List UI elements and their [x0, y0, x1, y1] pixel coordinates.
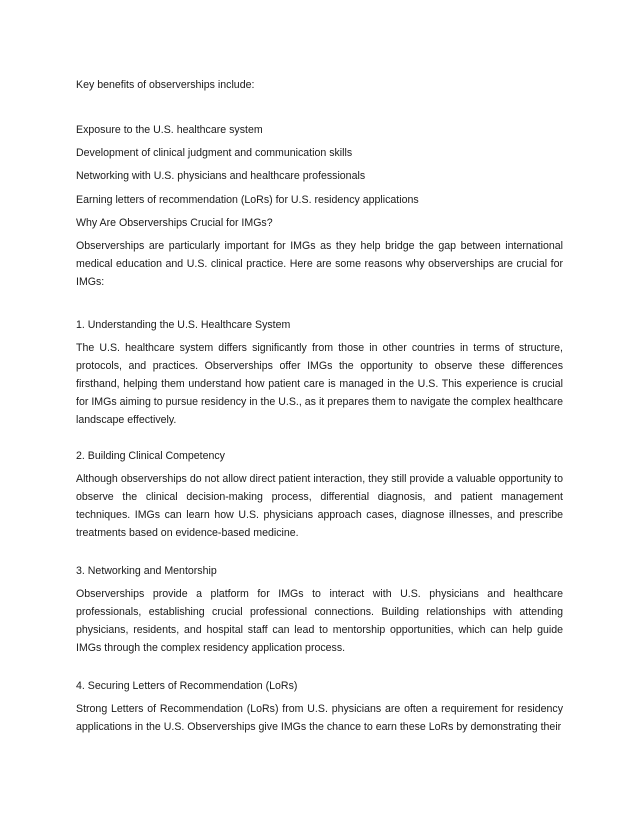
section-heading: 2. Building Clinical Competency [76, 450, 225, 462]
section-heading: 3. Networking and Mentorship [76, 565, 217, 577]
benefit-item: Exposure to the U.S. healthcare system [76, 124, 263, 136]
section-heading: 1. Understanding the U.S. Healthcare System [76, 319, 291, 331]
paragraph: Observerships provide a platform for IMGs to interact with U.S. physicians and healthcare professionals, establishing crucial professional connections. Building relationships with attending physicians, residents, and hospital staff can lead to mentorship opportunities, which can help guide IMGs through the complex residency application process. [76, 588, 563, 654]
section-heading: 4. Securing Letters of Recommendation (LoRs) [76, 680, 298, 692]
paragraph: The U.S. healthcare system differs significantly from those in other countries in terms of structure, protocols, and practices. Observerships offer IMGs the opportunity to observe these differences firsthand, helping them understand how patient care is managed in the U.S. This experience is crucial for IMGs aiming to pursue residency in the U.S., as it prepares them to navigate the complex healthcare landscape effectively. [76, 342, 563, 426]
benefit-item: Development of clinical judgment and communication skills [76, 147, 353, 159]
benefit-item: Earning letters of recommendation (LoRs) for U.S. residency applications [76, 194, 419, 206]
benefit-item: Networking with U.S. physicians and healthcare professionals [76, 170, 366, 182]
paragraph: Strong Letters of Recommendation (LoRs) from U.S. physicians are often a requirement for residency applications in the U.S. Observerships give IMGs the chance to earn these LoRs by demonstrating their [76, 703, 563, 733]
paragraph: Although observerships do not allow direct patient interaction, they still provide a valuable opportunity to observe the clinical decision-making process, differential diagnosis, and patient management techniques. IMGs can learn how U.S. physicians approach cases, diagnose illnesses, and prescribe treatments based on evidence-based medicine. [76, 473, 563, 539]
paragraph: Observerships are particularly important for IMGs as they help bridge the gap between international medical education and U.S. clinical practice. Here are some reasons why observerships are crucial for IMGs: [76, 240, 563, 288]
intro-text: Key benefits of observerships include: [76, 79, 255, 91]
section-heading: Why Are Observerships Crucial for IMGs? [76, 217, 273, 229]
